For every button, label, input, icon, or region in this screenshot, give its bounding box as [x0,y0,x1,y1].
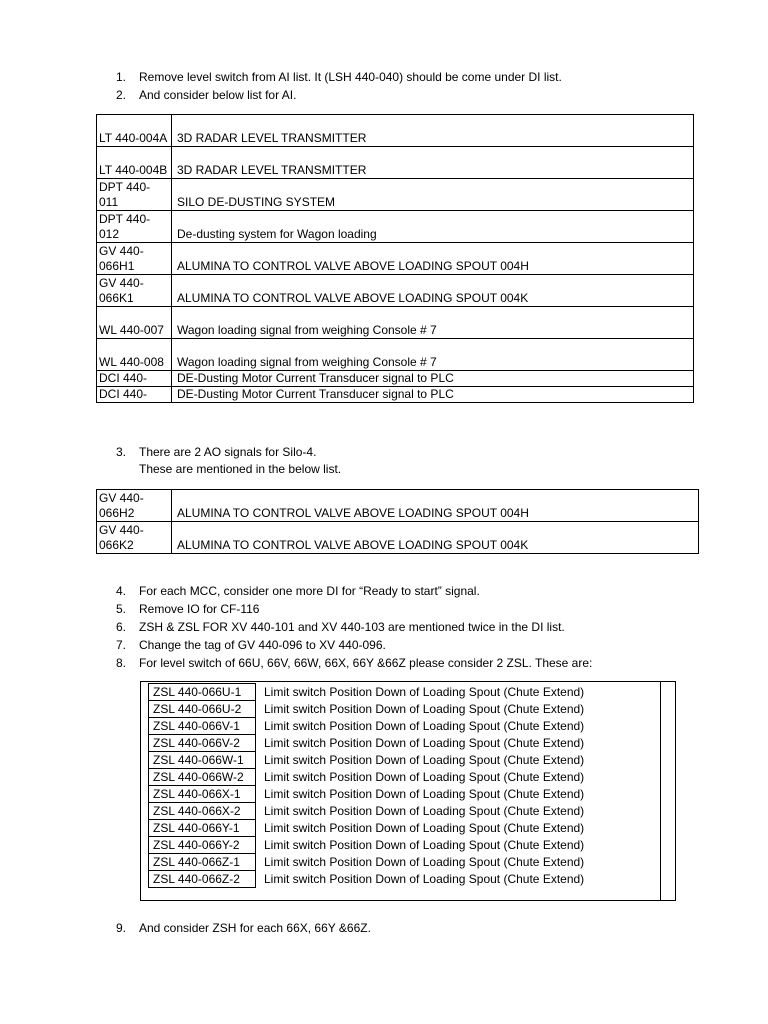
list-number: 3. [116,445,127,459]
tag-cell: ZSL 440-066Y-1 [149,820,256,837]
tag-cell: DPT 440-011 [97,179,172,211]
table-row [97,147,694,179]
tag-cell: GV 440-066K2 [97,522,172,554]
description-cell: ALUMINA TO CONTROL VALVE ABOVE LOADING SPOUT 004H [172,490,699,522]
table-row [97,115,694,147]
tag-cell: ZSL 440-066V-2 [149,735,256,752]
description-cell: De-dusting system for Wagon loading [172,211,694,243]
tag-cell: GV 440-066H2 [97,490,172,522]
description-cell: ALUMINA TO CONTROL VALVE ABOVE LOADING SPOUT 004H [172,243,694,275]
description-cell: Limit switch Position Down of Loading Spout (Chute Extend) [264,719,585,733]
description-cell: 3D RADAR LEVEL TRANSMITTER [172,147,694,179]
tag-cell: LT 440-004B [97,147,172,179]
tag-cell: ZSL 440-066X-1 [149,786,256,803]
description-cell: Limit switch Position Down of Loading Spout (Chute Extend) [264,855,585,869]
tag-cell: ZSL 440-066Z-2 [149,871,256,888]
tag-cell: ZSL 440-066W-2 [149,769,256,786]
description-cell: Limit switch Position Down of Loading Spout (Chute Extend) [264,702,585,716]
table-row [97,387,694,403]
tag-cell: WL 440-007 [97,307,172,339]
zsl-limit-switch-table [148,683,662,888]
list-text: For each MCC, consider one more DI for “Ready to start” signal. [139,584,480,598]
list-number: 8. [116,656,127,670]
description-cell: Limit switch Position Down of Loading Spout (Chute Extend) [264,787,585,801]
description-cell: SILO DE-DUSTING SYSTEM [172,179,694,211]
table-row [97,490,699,522]
list-number: 9. [116,921,127,935]
list-number: 4. [116,584,127,598]
description-cell: ALUMINA TO CONTROL VALVE ABOVE LOADING SPOUT 004K [172,522,699,554]
list-text: And consider ZSH for each 66X, 66Y &66Z. [139,921,371,935]
tag-cell: ZSL 440-066V-1 [149,718,256,735]
table-row [97,275,694,307]
description-cell: 3D RADAR LEVEL TRANSMITTER [172,115,694,147]
description-cell: Limit switch Position Down of Loading Spout (Chute Extend) [264,736,585,750]
description-cell: Limit switch Position Down of Loading Spout (Chute Extend) [264,804,585,818]
ai-signal-table [96,114,694,403]
tag-cell: WL 440-008 [97,339,172,371]
tag-cell: DCI 440- [97,371,172,387]
tag-cell: ZSL 440-066U-2 [149,701,256,718]
table-row [149,837,662,854]
tag-cell: ZSL 440-066Z-1 [149,854,256,871]
description-cell: Limit switch Position Down of Loading Spout (Chute Extend) [264,753,585,767]
list-number: 2. [116,88,127,102]
tag-cell: ZSL 440-066X-2 [149,803,256,820]
list-text: ZSH & ZSL FOR XV 440-101 and XV 440-103 are mentioned twice in the DI list. [139,620,565,634]
table-row [149,718,662,735]
description-cell: Limit switch Position Down of Loading Spout (Chute Extend) [264,838,585,852]
table-row [149,803,662,820]
description-cell: Wagon loading signal from weighing Console # 7 [172,339,694,371]
tag-cell: ZSL 440-066U-1 [149,684,256,701]
description-cell: ALUMINA TO CONTROL VALVE ABOVE LOADING SPOUT 004K [172,275,694,307]
tag-cell: GV 440-066K1 [97,275,172,307]
table-row [149,871,662,888]
table-row [149,786,662,803]
list-text: Remove IO for CF-116 [139,602,260,616]
table-row [97,179,694,211]
table-row [149,684,662,701]
list-text: Change the tag of GV 440-096 to XV 440-096. [139,638,386,652]
table-row [97,211,694,243]
description-cell: DE-Dusting Motor Current Transducer signal to PLC [172,387,694,403]
description-cell: Limit switch Position Down of Loading Spout (Chute Extend) [264,821,585,835]
table-row [149,752,662,769]
tag-cell: DCI 440- [97,387,172,403]
tag-cell: LT 440-004A [97,115,172,147]
table-row [97,371,694,387]
list-number: 6. [116,620,127,634]
description-cell: DE-Dusting Motor Current Transducer signal to PLC [172,371,694,387]
table-row [149,701,662,718]
tag-cell: DPT 440-012 [97,211,172,243]
list-number: 1. [116,70,127,84]
list-text: And consider below list for AI. [139,88,297,102]
table-row [149,854,662,871]
list-text: Remove level switch from AI list. It (LSH 440-040) should be come under DI list. [139,70,562,84]
description-cell: Limit switch Position Down of Loading Spout (Chute Extend) [264,872,585,886]
list-number: 5. [116,602,127,616]
table-row [149,735,662,752]
table-row [97,307,694,339]
description-cell: Limit switch Position Down of Loading Spout (Chute Extend) [264,770,585,784]
table-row [97,339,694,371]
tag-cell: ZSL 440-066Y-2 [149,837,256,854]
table-row [97,522,699,554]
list-text: For level switch of 66U, 66V, 66W, 66X, 66Y &66Z please consider 2 ZSL. These are: [139,656,593,670]
list-item-3-continuation: These are mentioned in the below list. [139,462,342,476]
description-cell: Limit switch Position Down of Loading Spout (Chute Extend) [264,685,585,699]
description-cell: Wagon loading signal from weighing Console # 7 [172,307,694,339]
list-text: There are 2 AO signals for Silo-4. [139,445,317,459]
tag-cell: ZSL 440-066W-1 [149,752,256,769]
ao-signal-table [96,489,699,554]
table-row [149,769,662,786]
tag-cell: GV 440-066H1 [97,243,172,275]
list-number: 7. [116,638,127,652]
table-row [97,243,694,275]
table-row [149,820,662,837]
